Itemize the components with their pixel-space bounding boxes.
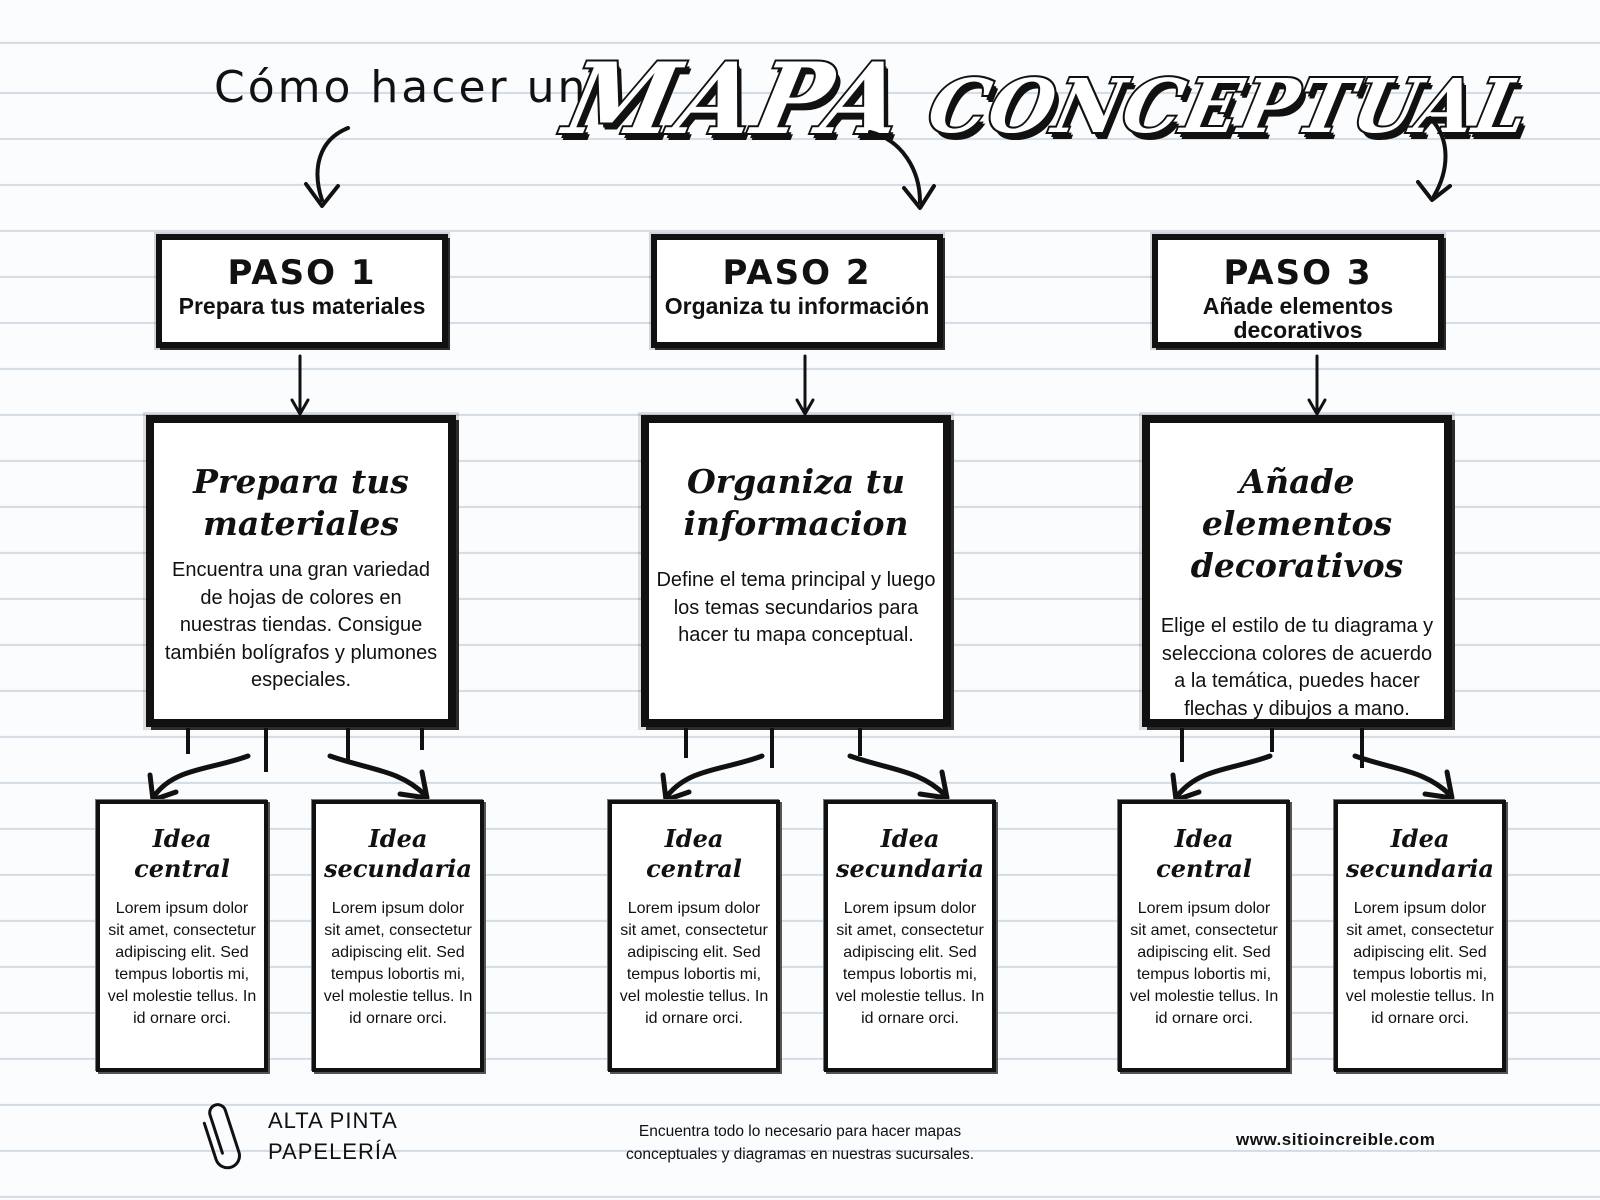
idea-central-text: Lorem ipsum dolor sit amet, consectetur adipiscing elit. Sed tempus lobortis mi, vel molestie tellus. In id ornare orci. (1129, 900, 1279, 1027)
footer-brand (268, 1105, 398, 1167)
idea-secundaria-text: Lorem ipsum dolor sit amet, consectetur adipiscing elit. Sed tempus lobortis mi, vel molestie tellus. In id ornare orci. (1345, 900, 1495, 1027)
paint-drip (684, 728, 688, 758)
step-2-idea-central-box (608, 800, 780, 1072)
paint-drip (420, 728, 424, 750)
step-1-description-title: Prepara tus materiales (193, 462, 409, 543)
step-3-box (1152, 234, 1444, 348)
step-1-description-box (146, 415, 456, 727)
step-3-idea-secundaria-box (1334, 800, 1506, 1072)
idea-secundaria-title: Idea secundaria (1346, 824, 1494, 883)
footer-brand-line1: ALTA PINTA (268, 1108, 398, 1133)
step-1-description-text: Encuentra una gran variedad de hojas de colores en nuestras tiendas. Consigue también bolígrafos y plumones especiales. (164, 559, 438, 691)
step-2-subtitle: Organiza tu información (664, 293, 930, 319)
paint-drip (770, 728, 774, 768)
footer-note: Encuentra todo lo necesario para hacer mapas conceptuales y diagramas en nuestras sucursales. (625, 1123, 975, 1163)
paint-drip (1270, 728, 1274, 752)
step-1-idea-central-box (96, 800, 268, 1072)
idea-central-title: Idea central (134, 824, 230, 883)
idea-secundaria-text: Lorem ipsum dolor sit amet, consectetur adipiscing elit. Sed tempus lobortis mi, vel molestie tellus. In id ornare orci. (323, 900, 473, 1027)
step-3-label: PASO 3 (1223, 253, 1373, 293)
idea-central-title: Idea central (1156, 824, 1252, 883)
paint-drip (1360, 728, 1364, 768)
idea-secundaria-text: Lorem ipsum dolor sit amet, consectetur adipiscing elit. Sed tempus lobortis mi, vel molestie tellus. In id ornare orci. (835, 900, 985, 1027)
step-1-subtitle: Prepara tus materiales (178, 293, 426, 319)
step-1-label: PASO 1 (227, 253, 377, 293)
idea-central-title: Idea central (646, 824, 742, 883)
footer-brand-line2: PAPELERÍA (268, 1139, 398, 1164)
step-2-idea-secundaria-box (824, 800, 996, 1072)
paperclip-icon (200, 1103, 243, 1171)
idea-central-text: Lorem ipsum dolor sit amet, consectetur adipiscing elit. Sed tempus lobortis mi, vel molestie tellus. In id ornare orci. (107, 900, 257, 1027)
step-3-description-box (1142, 415, 1452, 727)
paint-drip (346, 728, 350, 762)
title-prefix: Cómo hacer un (214, 62, 589, 113)
step-3-idea-central-box (1118, 800, 1290, 1072)
title-word-mapa: MAPA (555, 42, 916, 157)
paint-drip (1180, 728, 1184, 762)
paint-drip (186, 728, 190, 754)
step-2-label: PASO 2 (722, 253, 872, 293)
step-3-subtitle: Añade elementos decorativos (1202, 293, 1394, 343)
title-word-conceptual: CONCEPTUAL (920, 64, 1538, 150)
footer-url-link[interactable]: www.sitioincreible.com (1236, 1130, 1436, 1149)
step-1-box (156, 234, 448, 348)
curved-arrow-icon (306, 128, 348, 206)
idea-central-text: Lorem ipsum dolor sit amet, consectetur adipiscing elit. Sed tempus lobortis mi, vel molestie tellus. In id ornare orci. (619, 900, 769, 1027)
paint-drip (858, 728, 862, 756)
idea-secundaria-title: Idea secundaria (836, 824, 984, 883)
step-2-description-title: Organiza tu informacion (683, 462, 909, 543)
idea-secundaria-title: Idea secundaria (324, 824, 472, 883)
step-3-description-text: Elige el estilo de tu diagrama y selecciona colores de acuerdo a la temática, puedes hacer flechas y dibujos a mano. (1160, 615, 1434, 720)
step-2-description-box (641, 415, 951, 727)
paint-drip (264, 728, 268, 772)
step-2-description-text: Define el tema principal y luego los temas secundarios para hacer tu mapa conceptual. (656, 569, 936, 646)
step-2-box (651, 234, 943, 348)
step-1-idea-secundaria-box (312, 800, 484, 1072)
step-3-description-title: Añade elementos decorativos (1190, 462, 1404, 585)
